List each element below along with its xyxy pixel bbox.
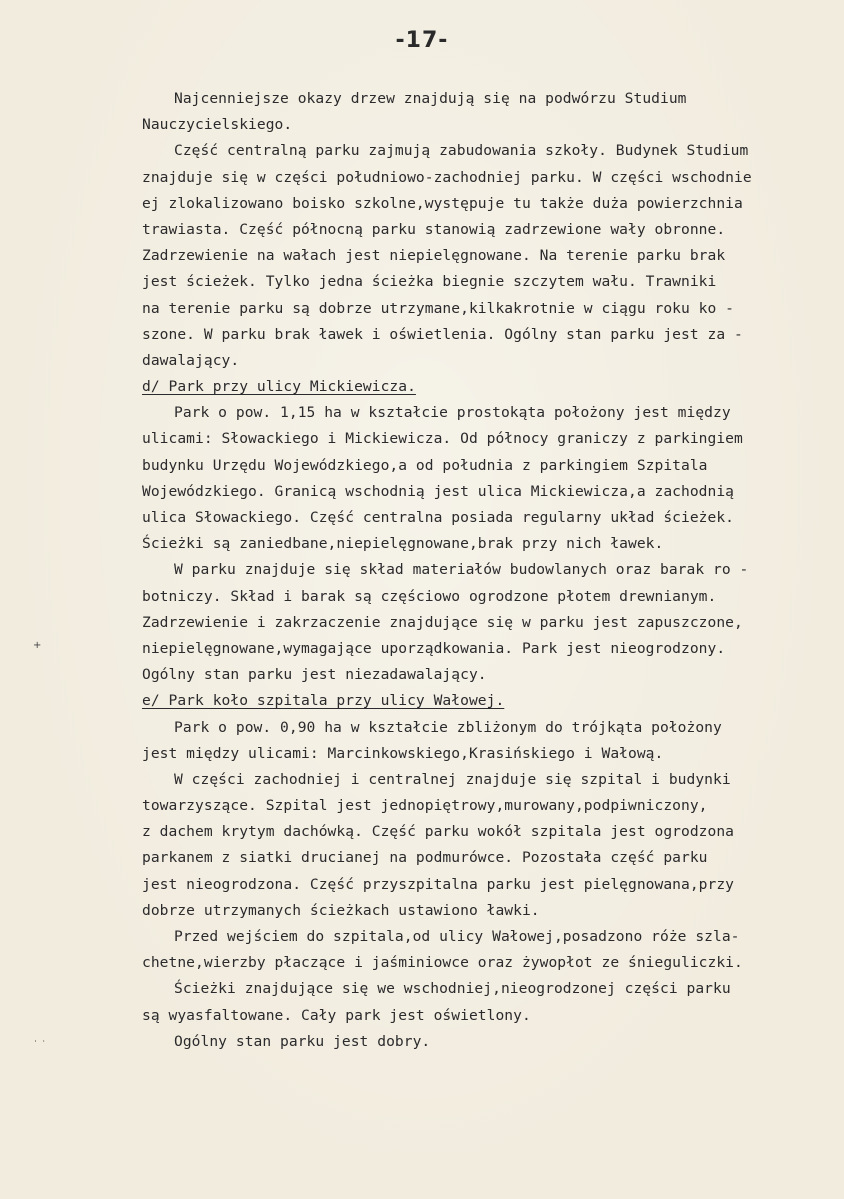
text-line: Część centralną parku zajmują zabudowania szkoły. Budynek Studium bbox=[174, 142, 749, 160]
section-heading: e/ Park koło szpitala przy ulicy Wałowej. bbox=[142, 692, 505, 710]
text-line: dobrze utrzymanych ścieżkach ustawiono ławki. bbox=[142, 901, 540, 919]
text-line: parkanem z siatki drucianej na podmurówce. Pozostała część parku bbox=[142, 849, 708, 867]
text-line: Ścieżki znajdujące się we wschodniej,nieogrodzonej części parku bbox=[174, 980, 731, 998]
text-line: niepielęgnowane,wymagające uporządkowania. Park jest nieogrodzony. bbox=[142, 639, 726, 657]
text-line: na terenie parku są dobrze utrzymane,kilkakrotnie w ciągu roku ko - bbox=[142, 299, 735, 317]
text-line: Park o pow. 1,15 ha w kształcie prostokąta położony jest między bbox=[174, 404, 731, 422]
text-line: Nauczycielskiego. bbox=[142, 116, 293, 134]
text-line: Ogólny stan parku jest dobry. bbox=[174, 1032, 431, 1050]
text-line: W parku znajduje się skład materiałów budowlanych oraz barak ro - bbox=[174, 561, 749, 579]
margin-mark: ˙ ˙ bbox=[33, 1040, 47, 1051]
page-number: -17- bbox=[395, 28, 449, 53]
text-line: Park o pow. 0,90 ha w kształcie zbliżonym do trójkąta położony bbox=[174, 718, 722, 736]
text-line: znajduje się w części południowo-zachodniej parku. W części wschodnie bbox=[142, 168, 752, 186]
text-line: jest ścieżek. Tylko jedna ścieżka biegnie szczytem wału. Trawniki bbox=[142, 273, 717, 291]
text-line: Ścieżki są zaniedbane,niepielęgnowane,brak przy nich ławek. bbox=[142, 535, 664, 553]
text-line: Najcenniejsze okazy drzew znajdują się na podwórzu Studium bbox=[174, 90, 687, 107]
text-line: z dachem krytym dachówką. Część parku wokół szpitala jest ogrodzona bbox=[142, 823, 735, 841]
text-line: Przed wejściem do szpitala,od ulicy Wałowej,posadzono róże szla- bbox=[174, 928, 740, 945]
text-line: są wyasfaltowane. Cały park jest oświetlony. bbox=[142, 1006, 531, 1024]
margin-mark: + bbox=[33, 640, 42, 651]
text-line: dawalający. bbox=[142, 351, 240, 369]
text-line: chetne,wierzby płaczące i jaśminiowce oraz żywopłot ze śnieguliczki. bbox=[142, 954, 743, 972]
text-line: Zadrzewienie i zakrzaczenie znajdujące się w parku jest zapuszczone, bbox=[142, 613, 743, 631]
text-line: towarzyszące. Szpital jest jednopiętrowy,murowany,podpiwniczony, bbox=[142, 797, 708, 815]
section-heading: d/ Park przy ulicy Mickiewicza. bbox=[142, 378, 416, 396]
typed-text-body bbox=[142, 86, 842, 1055]
text-line: ulica Słowackiego. Część centralna posiada regularny układ ścieżek. bbox=[142, 509, 735, 526]
text-line: trawiasta. Część północną parku stanowią zadrzewione wały obronne. bbox=[142, 220, 726, 238]
text-line: ej zlokalizowano boisko szkolne,występuje tu także duża powierzchnia bbox=[142, 194, 743, 212]
text-line: szone. W parku brak ławek i oświetlenia. Ogólny stan parku jest za - bbox=[142, 325, 743, 343]
text-line: ulicami: Słowackiego i Mickiewicza. Od północy graniczy z parkingiem bbox=[142, 430, 743, 448]
text-line: W części zachodniej i centralnej znajduje się szpital i budynki bbox=[174, 770, 731, 788]
text-line: botniczy. Skład i barak są częściowo ogrodzone płotem drewnianym. bbox=[142, 587, 717, 605]
text-line: Zadrzewienie na wałach jest niepielęgnowane. Na terenie parku brak bbox=[142, 247, 726, 265]
text-line: budynku Urzędu Wojewódzkiego,a od południa z parkingiem Szpitala bbox=[142, 456, 708, 474]
text-line: Ogólny stan parku jest niezadawalający. bbox=[142, 666, 487, 684]
text-line: jest między ulicami: Marcinkowskiego,Krasińskiego i Wałową. bbox=[142, 744, 664, 762]
text-line: Wojewódzkiego. Granicą wschodnią jest ulica Mickiewicza,a zachodnią bbox=[142, 482, 735, 500]
text-line: jest nieogrodzona. Część przyszpitalna parku jest pielęgnowana,przy bbox=[142, 875, 735, 893]
